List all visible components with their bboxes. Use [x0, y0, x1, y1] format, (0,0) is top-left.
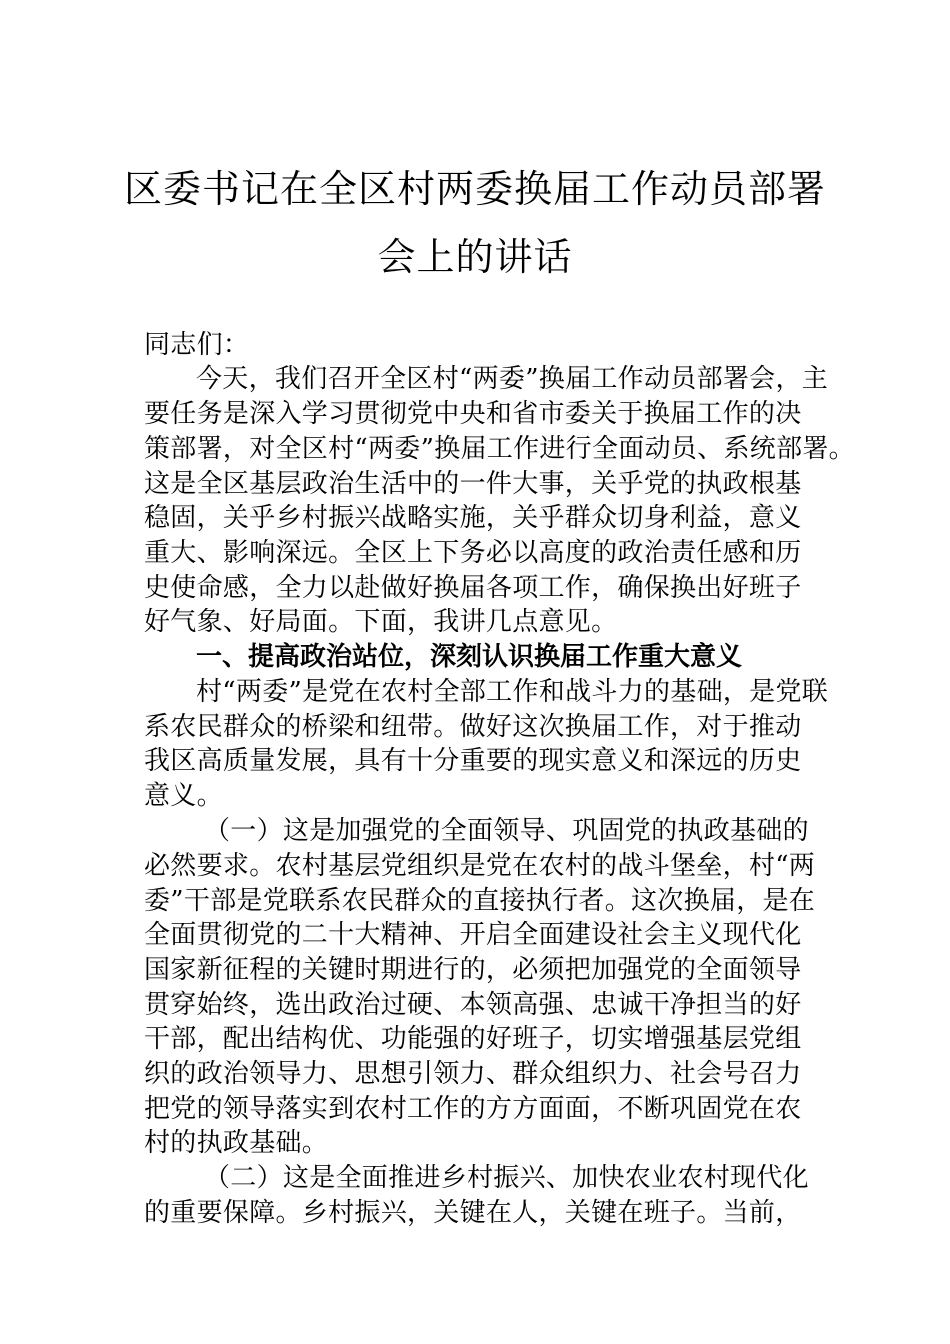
- paragraph-line: 今天，我们召开全区村“两委”换届工作动员部署会，主: [196, 364, 829, 394]
- paragraph-line: 意义。: [144, 781, 223, 811]
- paragraph-line: 好气象、好局面。下面，我讲几点意见。: [144, 607, 618, 637]
- paragraph-line: 把党的领导落实到农村工作的方方面面，不断巩固党在农: [144, 1094, 802, 1124]
- paragraph-line: 委”干部是党联系农民群众的直接执行者。这次换届，是在: [144, 886, 816, 916]
- paragraph-line: 策部署，对全区村“两委”换届工作进行全面动员、系统部署。: [144, 434, 855, 464]
- subsection-line: （一）这是加强党的全面领导、巩固党的执政基础的: [204, 816, 809, 846]
- paragraph-line: 这是全区基层政治生活中的一件大事，关乎党的执政根基: [144, 469, 802, 499]
- paragraph-line: 贯穿始终，选出政治过硬、本领高强、忠诚干净担当的好: [144, 990, 802, 1020]
- paragraph-line: 织的政治领导力、思想引领力、群众组织力、社会号召力: [144, 1059, 802, 1089]
- section-heading: 一、提高政治站位，深刻认识换届工作重大意义: [196, 642, 743, 672]
- paragraph-line: 必然要求。农村基层党组织是党在农村的战斗堡垒，村“两: [144, 851, 816, 881]
- document-title-line-2: 会上的讲话: [377, 235, 573, 279]
- paragraph-line: 村“两委”是党在农村全部工作和战斗力的基础，是党联: [196, 677, 829, 707]
- paragraph-line: 史使命感，全力以赴做好换届各项工作，确保换出好班子: [144, 573, 802, 603]
- paragraph-line: 系农民群众的桥梁和纽带。做好这次换届工作，对于推动: [144, 712, 802, 742]
- paragraph-line: 村的执政基础。: [144, 1128, 329, 1158]
- paragraph-line: 干部，配出结构优、功能强的好班子，切实增强基层党组: [144, 1024, 802, 1054]
- salutation: 同志们：: [144, 330, 250, 360]
- subsection-line: （二）这是全面推进乡村振兴、加快农业农村现代化: [204, 1163, 809, 1193]
- paragraph-line: 要任务是深入学习贯彻党中央和省市委关于换届工作的决: [144, 399, 802, 429]
- paragraph-line: 稳固，关乎乡村振兴战略实施，关乎群众切身利益，意义: [144, 503, 802, 533]
- paragraph-line: 的重要保障。乡村振兴，关键在人，关键在班子。当前，: [144, 1198, 802, 1228]
- document-title-line-1: 区委书记在全区村两委换届工作动员部署: [123, 167, 826, 211]
- paragraph-line: 我区高质量发展，具有十分重要的现实意义和深远的历史: [144, 746, 802, 776]
- paragraph-line: 国家新征程的关键时期进行的，必须把加强党的全面领导: [144, 955, 802, 985]
- paragraph-line: 全面贯彻党的二十大精神、开启全面建设社会主义现代化: [144, 920, 802, 950]
- paragraph-line: 重大、影响深远。全区上下务必以高度的政治责任感和历: [144, 538, 802, 568]
